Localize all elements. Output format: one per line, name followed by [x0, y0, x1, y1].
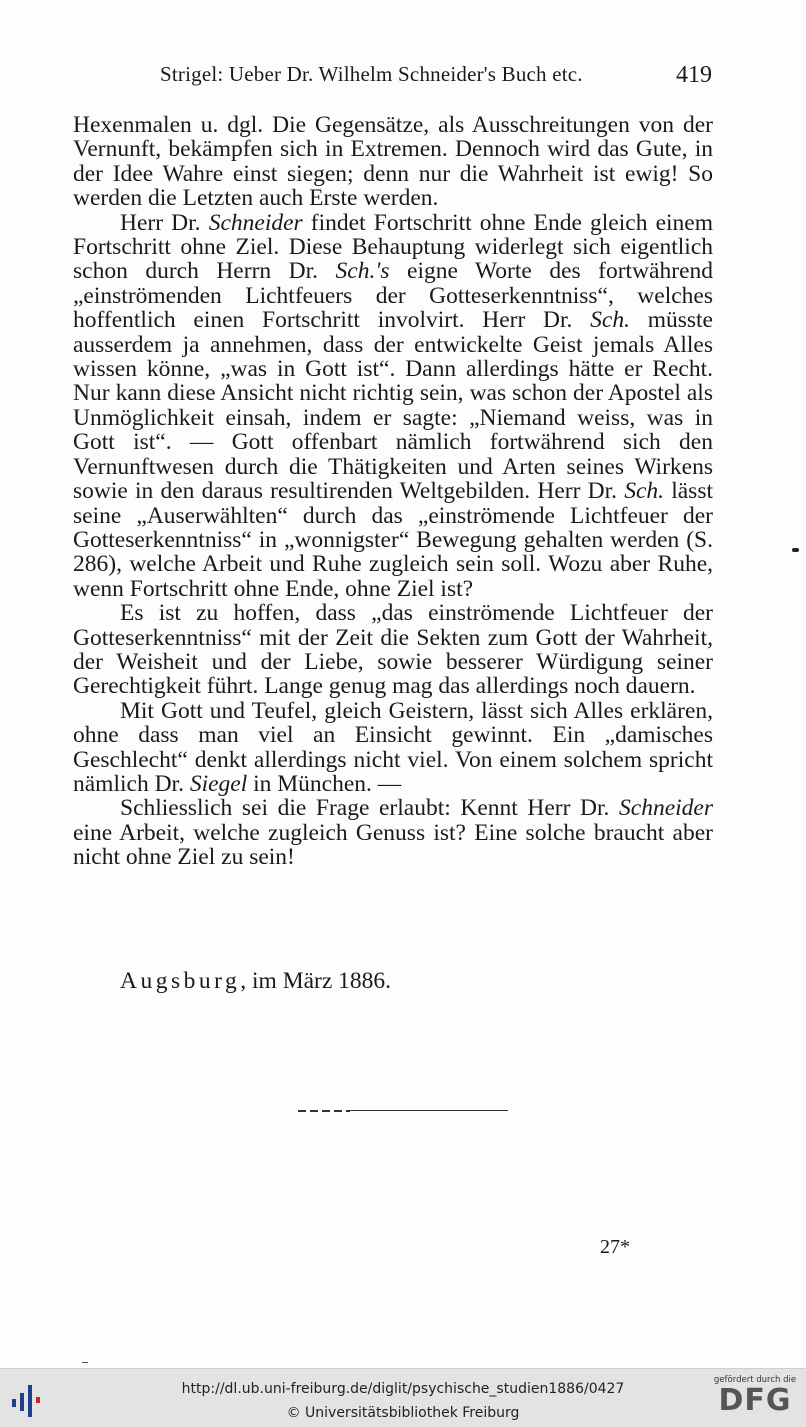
text-segment: Hexenmalen u. dgl. Die Gegensätze, als Ausschreitungen von der Vernunft, bekämpfen sich in Extremen. Dennoch wird das Gute, in der Idee Wahre einst siegen; denn nur die Wahrheit ist ewig! So werden die Letzten auch Erste werden.	[73, 112, 713, 212]
italic-name: Sch.	[624, 478, 665, 505]
text-segment: eigne Worte des fortwährend „einströmenden Lichtfeuers der Gotteserkenntniss“, welches hoffentlich einen Fortschritt involvirt. Herr Dr.	[73, 258, 713, 334]
italic-name: Sch.	[590, 307, 630, 334]
paragraph	[73, 113, 713, 211]
copyright-notice: © Universitätsbibliothek Freiburg	[286, 1405, 520, 1421]
dfg-logo-text: DFG	[718, 1383, 792, 1418]
permalink-url[interactable]: http://dl.ub.uni-freiburg.de/diglit/psychische_studien1886/0427	[181, 1381, 625, 1397]
paragraph	[73, 211, 713, 602]
paragraph	[73, 699, 713, 797]
text-segment: Es ist zu hoffen, dass „das einströmende Lichtfeuer der Gotteserkenntniss“ mit der Zeit die Sekten zum Gott der Wahrheit, der Weisheit und der Liebe, sowie besserer Würdigung seiner Gerechtigkeit führt. Lange genug mag das allerdings noch dauern.	[73, 600, 713, 700]
italic-name: Schneider	[208, 209, 303, 236]
text-segment: müsste ausserdem ja annehmen, dass der entwickelte Geist jemals Alles wissen könne, „was in Gott ist“. Dann allerdings hätte er Recht. Nur kann diese Ansicht nicht richtig sein, was schon der Apostel als Unmöglichkeit einsah, indem er sagte: „Niemand weiss, was in Gott ist“. — Gott offenbart nämlich fortwährend sich den Vernunftwesen durch die Thätigkeiten und Arten seines Wirkens sowie in den daraus resultirenden Weltgebilden. Herr Dr.	[73, 307, 713, 505]
place-date-line	[120, 968, 391, 995]
paragraph	[73, 796, 713, 869]
text-segment: lässt seine „Auserwählten“ durch das „einströmende Lichtfeuer der Gotteserkenntniss“ in „wonnigster“ Bewegung gehalten werden (S. 286), welche Arbeit und Ruhe zugleich sein soll. Wozu aber Ruhe, wenn Fortschritt ohne Ende, ohne Ziel ist?	[73, 478, 713, 602]
running-title: Strigel: Ueber Dr. Wilhelm Schneider's Buch etc.	[160, 62, 583, 86]
place-name: Augsburg	[120, 968, 241, 994]
text-segment: in München. —	[247, 770, 402, 797]
italic-name: Siegel	[189, 770, 248, 797]
italic-name: Schneider	[619, 795, 713, 822]
paragraph	[73, 601, 713, 699]
separator-dashes	[298, 1110, 350, 1112]
dfg-caption: gefördert durch die	[713, 1375, 797, 1385]
margin-mark	[792, 548, 799, 552]
dfg-logo	[712, 1375, 798, 1417]
page-number: 419	[676, 62, 712, 88]
viewer-footer	[0, 1368, 806, 1427]
italic-name: Sch.'s	[335, 258, 390, 285]
signature-mark: 27*	[600, 1236, 630, 1258]
text-segment: Herr Dr.	[120, 209, 209, 236]
text-segment: eine Arbeit, welche zugleich Genuss ist? Eine solche braucht aber nicht ohne Ziel zu sein!	[73, 819, 713, 871]
scan-artifact	[82, 1362, 88, 1363]
date-text: , im März 1886.	[240, 968, 392, 994]
text-segment: Mit Gott und Teufel, gleich Geistern, lässt sich Alles erklären, ohne dass man viel an Einsicht gewinnt. Ein „damisches Geschlecht“ denkt allerdings nicht viel. Von einem solchem spricht nämlich Dr.	[73, 697, 713, 797]
body-text	[73, 113, 713, 870]
text-segment: Schliesslich sei die Frage erlaubt: Kennt Herr Dr.	[120, 795, 620, 822]
text-segment: findet Fortschritt ohne Ende gleich einem Fortschritt ohne Ziel. Diese Behauptung widerlegt sich eigentlich schon durch Herrn Dr.	[73, 209, 713, 285]
